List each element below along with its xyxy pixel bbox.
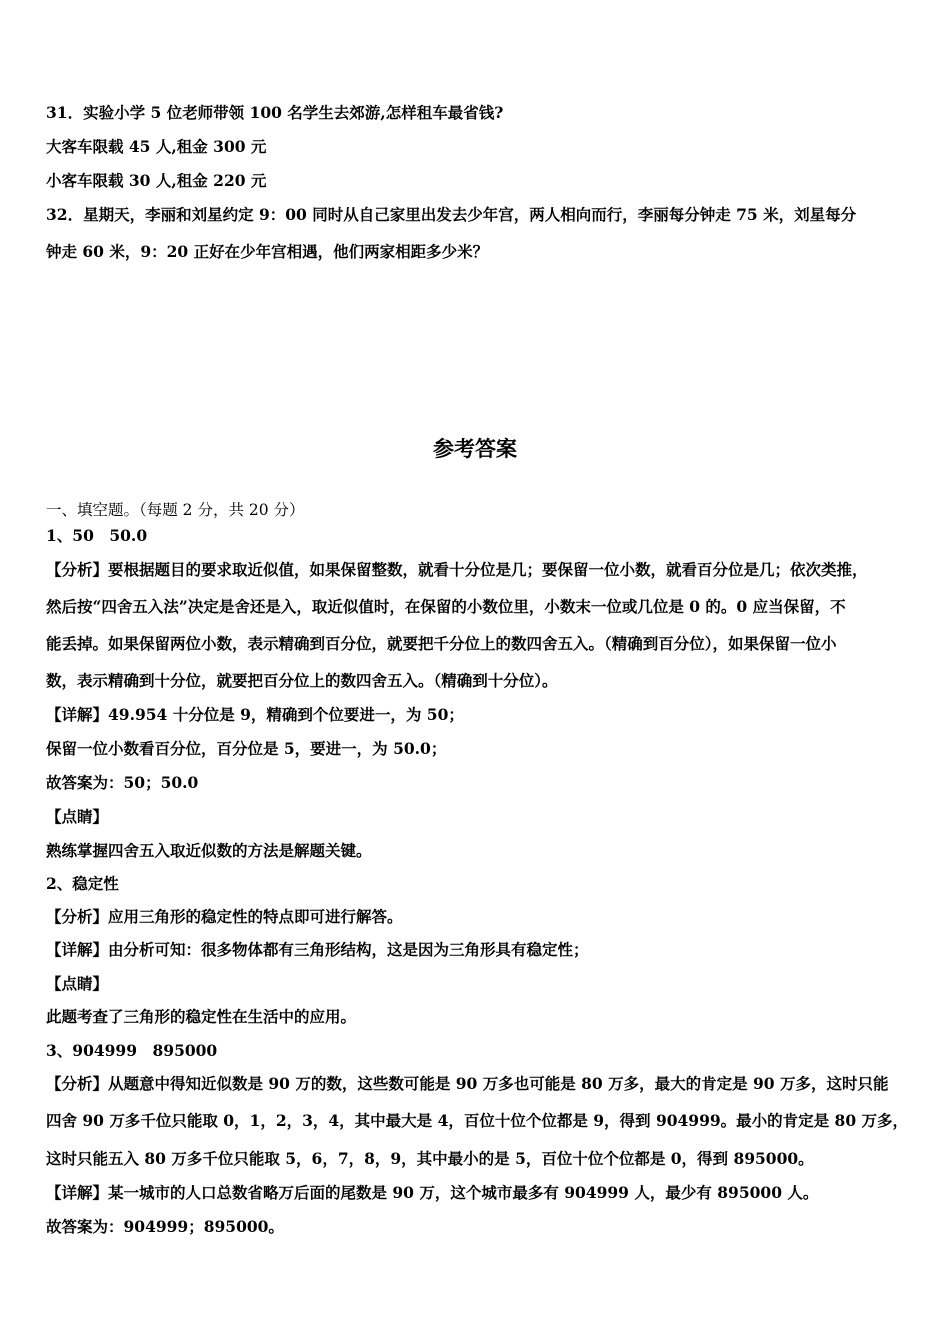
answer-1-analysis-line-2: 然后按“四舍五入法”决定是舍还是入，取近似值时，在保留的小数位里，小数末一位或几位是 0 的。0 应当保留，不 [46, 597, 846, 616]
answer-2-tip-text: 此题考查了三角形的稳定性在生活中的应用。 [46, 1007, 357, 1026]
answer-2-tip-label: 【点睛】 [46, 974, 109, 993]
answer-1-detail-line-3: 故答案为：50；50.0 [46, 773, 199, 792]
answer-3-analysis-line-3: 这时只能五入 80 万多千位只能取 5，6，7，8，9，其中最小的是 5，百位十位个位都是 0，得到 895000。 [46, 1149, 814, 1168]
answer-2-analysis: 【分析】应用三角形的稳定性的特点即可进行解答。 [46, 907, 403, 926]
question-31-line-3: 小客车限载 30 人,租金 220 元 [46, 171, 267, 190]
answers-title: 参考答案 [433, 437, 517, 461]
answer-3-analysis-line-1: 【分析】从题意中得知近似数是 90 万的数，这些数可能是 90 万多也可能是 80 万多，最大的肯定是 90 万多，这时只能 [46, 1074, 889, 1093]
question-32-line-1: 32．星期天，李丽和刘星约定 9：00 同时从自己家里出发去少年宫，两人相向而行，李丽每分钟走 75 米，刘星每分 [46, 205, 857, 224]
section-1-header: 一、填空题。（每题 2 分，共 20 分） [46, 501, 305, 519]
answer-1-heading: 1、50 50.0 [46, 526, 148, 545]
answer-2-heading: 2、稳定性 [46, 874, 119, 893]
answer-3-heading: 3、904999 895000 [46, 1041, 218, 1060]
answer-1-tip-label: 【点睛】 [46, 807, 109, 826]
answer-3-answer: 故答案为：904999；895000。 [46, 1217, 284, 1236]
answer-1-detail-line-1: 【详解】49.954 十分位是 9，精确到个位要进一，为 50； [46, 705, 464, 724]
answer-1-analysis-line-1: 【分析】要根据题目的要求取近似值，如果保留整数，就看十分位是几；要保留一位小数，就看百分位是几；依次类推， [46, 560, 868, 579]
question-32-line-2: 钟走 60 米，9：20 正好在少年宫相遇，他们两家相距多少米？ [46, 242, 489, 261]
answer-1-detail-line-2: 保留一位小数看百分位，百分位是 5，要进一，为 50.0； [46, 739, 447, 758]
answer-3-analysis-line-2: 四舍 90 万多千位只能取 0，1，2，3，4，其中最大是 4，百位十位个位都是 9，得到 904999。最小的肯定是 80 万多， [46, 1111, 909, 1130]
answer-1-tip-text: 熟练掌握四舍五入取近似数的方法是解题关键。 [46, 841, 372, 860]
answer-1-analysis-line-3: 能丢掉。如果保留两位小数，表示精确到百分位，就要把千分位上的数四舍五入。（精确到百分位），如果保留一位小 [46, 634, 837, 653]
answer-3-detail: 【详解】某一城市的人口总数省略万后面的尾数是 90 万，这个城市最多有 904999 人，最少有 895000 人。 [46, 1183, 819, 1202]
question-31-line-2: 大客车限载 45 人,租金 300 元 [46, 137, 267, 156]
question-31-line-1: 31．实验小学 5 位老师带领 100 名学生去郊游,怎样租车最省钱? [46, 103, 504, 122]
answer-1-analysis-line-4: 数，表示精确到十分位，就要把百分位上的数四舍五入。（精确到十分位）。 [46, 671, 558, 690]
answer-2-detail: 【详解】由分析可知：很多物体都有三角形结构，这是因为三角形具有稳定性； [46, 940, 589, 959]
